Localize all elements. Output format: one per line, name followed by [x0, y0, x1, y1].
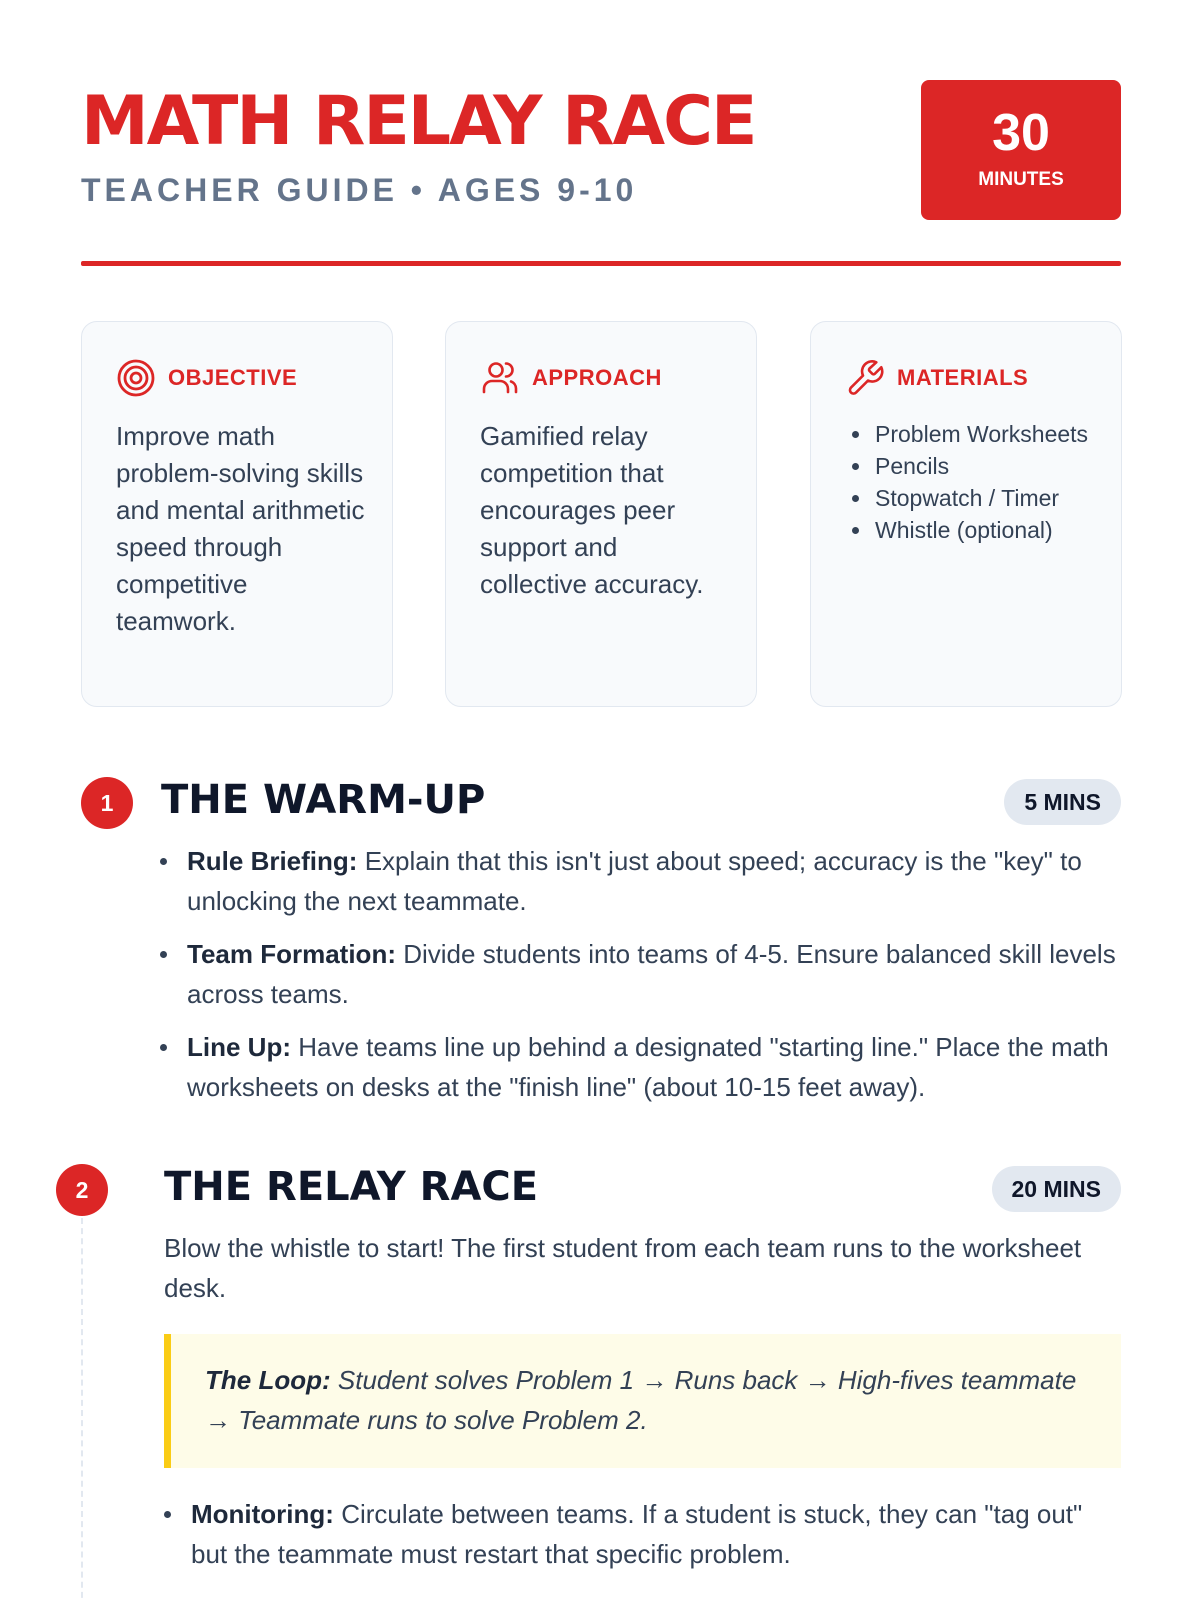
objective-card-body: Improve math problem-solving skills and mental arithmetic speed through competitive teamwork. — [116, 421, 365, 636]
list-item — [164, 1494, 1124, 1574]
list-item-text: Explain that this isn't just about speed; accuracy is the "key" to unlocking the next teammate. — [187, 846, 1082, 916]
duration-badge — [921, 80, 1121, 220]
loop-callout-label: The Loop: — [205, 1365, 331, 1395]
page-subtitle: TEACHER GUIDE • AGES 9-10 — [81, 172, 638, 208]
objective-card-header — [116, 358, 297, 398]
section-duration-badge: 5 MINS — [1004, 779, 1121, 825]
section-number: 1 — [81, 777, 133, 829]
materials-item: Problem Worksheets — [845, 418, 1105, 450]
approach-card — [445, 321, 757, 707]
duration-value: 30 — [992, 104, 1050, 162]
list-item-text: Have teams line up behind a designated "starting line." Place the math worksheets on desks at the "finish line" (about 10-15 feet away). — [187, 1032, 1109, 1102]
materials-item: Pencils — [845, 450, 1105, 482]
objective-card — [81, 321, 393, 707]
list-item — [160, 1027, 1120, 1107]
materials-card — [810, 321, 1122, 707]
section-number: 2 — [56, 1164, 108, 1216]
users-icon — [480, 358, 520, 398]
objective-card-title: OBJECTIVE — [168, 365, 298, 390]
list-item — [160, 934, 1120, 1014]
wrench-icon — [845, 358, 885, 398]
list-item-text: Circulate between teams. If a student is stuck, they can "tag out" but the teammate must restart that specific problem. — [191, 1499, 1083, 1569]
timeline-connector — [81, 1218, 83, 1600]
page-title: MATH RELAY RACE — [81, 82, 756, 161]
materials-item: Whistle (optional) — [845, 514, 1105, 546]
list-item-label: Team Formation: — [187, 939, 396, 969]
loop-callout — [164, 1334, 1121, 1468]
approach-card-body: Gamified relay competition that encourages peer support and collective accuracy. — [480, 421, 704, 599]
relay-intro-text: Blow the whistle to start! The first student from each team runs to the worksheet desk. — [164, 1233, 1082, 1303]
target-icon — [116, 358, 156, 398]
materials-list — [845, 418, 1105, 546]
materials-card-header — [845, 358, 1028, 398]
materials-item: Stopwatch / Timer — [845, 482, 1105, 514]
materials-card-title: MATERIALS — [897, 365, 1029, 390]
section-title: THE RELAY RACE — [164, 1164, 539, 1210]
list-item-label: Rule Briefing: — [187, 846, 358, 876]
approach-card-title: APPROACH — [532, 365, 662, 390]
header-divider — [81, 261, 1121, 266]
list-item-text: Divide students into teams of 4-5. Ensure balanced skill levels across teams. — [187, 939, 1116, 1009]
list-item-label: Line Up: — [187, 1032, 291, 1062]
warmup-steps-list — [160, 841, 1120, 1120]
loop-callout-text — [205, 1360, 1085, 1440]
loop-callout-body: Student solves Problem 1 → Runs back → High-fives teammate → Teammate runs to solve Problem 2. — [205, 1365, 1077, 1435]
relay-steps-list — [164, 1494, 1124, 1587]
page-header — [81, 80, 1121, 268]
list-item — [160, 841, 1120, 921]
approach-card-header — [480, 358, 662, 398]
section-duration-badge: 20 MINS — [992, 1166, 1121, 1212]
duration-unit: MINUTES — [978, 169, 1064, 190]
section-title: THE WARM-UP — [161, 777, 486, 823]
list-item-label: Monitoring: — [191, 1499, 334, 1529]
